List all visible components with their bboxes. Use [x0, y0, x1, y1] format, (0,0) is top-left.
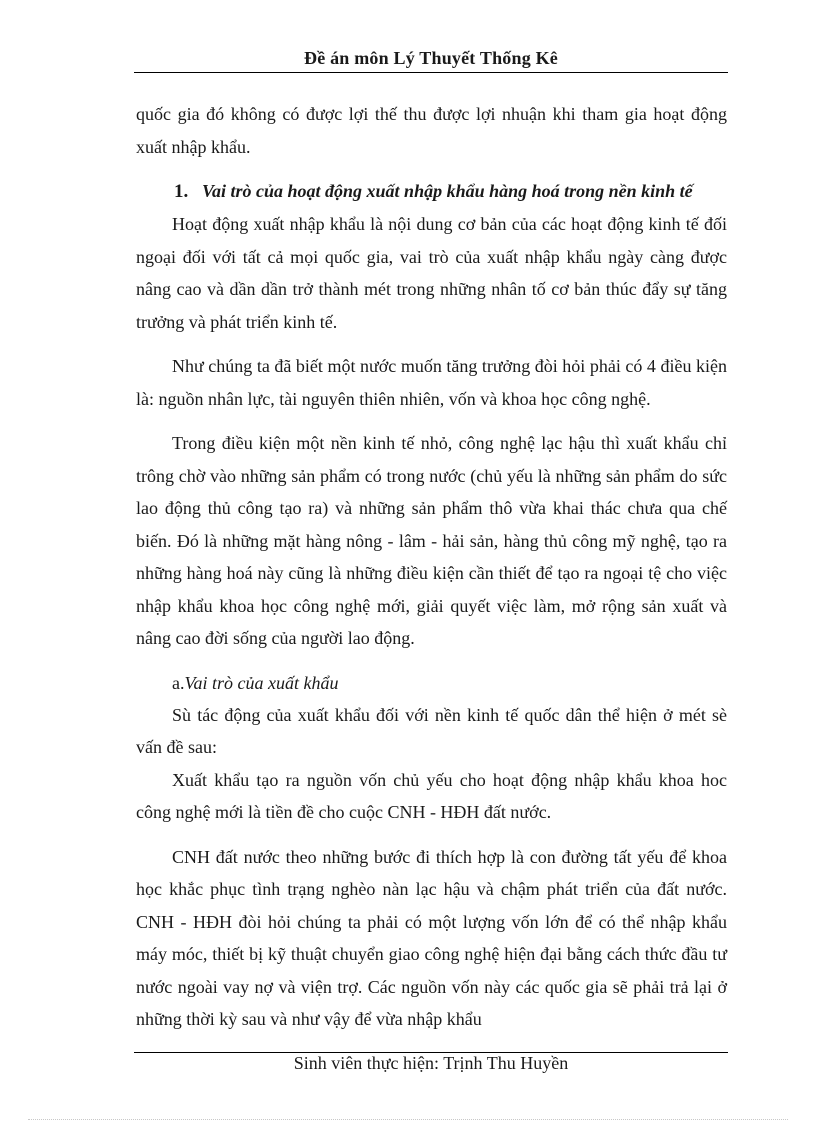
section-heading: [136, 175, 727, 208]
section-number: 1.: [174, 181, 189, 202]
spacer: [136, 338, 727, 350]
paragraph: Trong điều kiện một nền kinh tế nhỏ, công nghệ lạc hậu thì xuất khẩu chỉ trông chờ vào những sản phẩm có trong nước (chủ yếu là những sản phẩm do sức lao động thủ công tạo ra) và những sản phẩm thô vừa khai thác chưa qua chế biến. Đó là những mặt hàng nông - lâm - hải sản, hàng thủ công mỹ nghệ, tạo ra những hàng hoá này cũng là những điều kiện cần thiết để tạo ra ngoại tệ cho việc nhập khẩu khoa học công nghệ mới, giải quyết việc làm, mở rộng sản xuất và nâng cao đời sống của người lao động.: [136, 433, 727, 648]
spacer: [136, 829, 727, 841]
spacer: [136, 415, 727, 427]
document-body: [136, 98, 727, 1036]
page-bottom-border: [28, 1119, 788, 1120]
page-header-title: Đề án môn Lý Thuyết Thống Kê: [304, 48, 558, 68]
paragraph: Hoạt động xuất nhập khẩu là nội dung cơ bản của các hoạt động kinh tế đối ngoại đối với tất cả mọi quốc gia, vai trò của xuất nhập khẩu ngày càng được nâng cao và dần dần trở thành mét trong những nhân tố cơ bản thúc đẩy sự tăng trưởng và phát triển kinh tế.: [136, 214, 727, 332]
paragraph: Như chúng ta đã biết một nước muốn tăng trưởng đòi hỏi phải có 4 điều kiện là: nguồn nhân lực, tài nguyên thiên nhiên, vốn và khoa học công nghệ.: [136, 356, 727, 409]
subsection-title: Vai trò của xuất khẩu: [184, 672, 339, 693]
spacer: [136, 655, 727, 667]
spacer: [136, 163, 727, 175]
paragraph: CNH đất nước theo những bước đi thích hợp là con đường tất yếu để khoa học khắc phục tình trạng nghèo nàn lạc hậu và chậm phát triển của đất nước. CNH - HĐH đòi hỏi chúng ta phải có một lượng vốn lớn để có thể nhập khẩu máy móc, thiết bị kỹ thuật chuyển giao công nghệ hiện đại bằng cách thức đầu tư nước ngoài vay nợ và viện trợ. Các nguồn vốn này các quốc gia sẽ phải trả lại ở những thời kỳ sau và như vậy để vừa nhập khẩu: [136, 846, 727, 1029]
paragraph: Sù tác động của xuất khẩu đối với nền kinh tế quốc dân thể hiện ở mét sè vấn đề sau:: [136, 704, 727, 757]
page-footer-author: Sinh viên thực hiện: Trịnh Thu Huyền: [293, 1053, 569, 1073]
paragraph-continuation: quốc gia đó không có được lợi thế thu được lợi nhuận khi tham gia hoạt động xuất nhập khẩu.: [136, 104, 727, 157]
section-title: Vai trò của hoạt động xuất nhập khẩu hàng hoá trong nền kinh tế: [202, 181, 693, 201]
header-divider: [134, 72, 728, 73]
subsection-heading: [136, 667, 727, 699]
paragraph: Xuất khẩu tạo ra nguồn vốn chủ yếu cho hoạt động nhập khẩu khoa hoc công nghệ mới là tiền đề cho cuộc CNH - HĐH đất nước.: [136, 769, 727, 822]
subsection-prefix: a.: [172, 672, 185, 693]
